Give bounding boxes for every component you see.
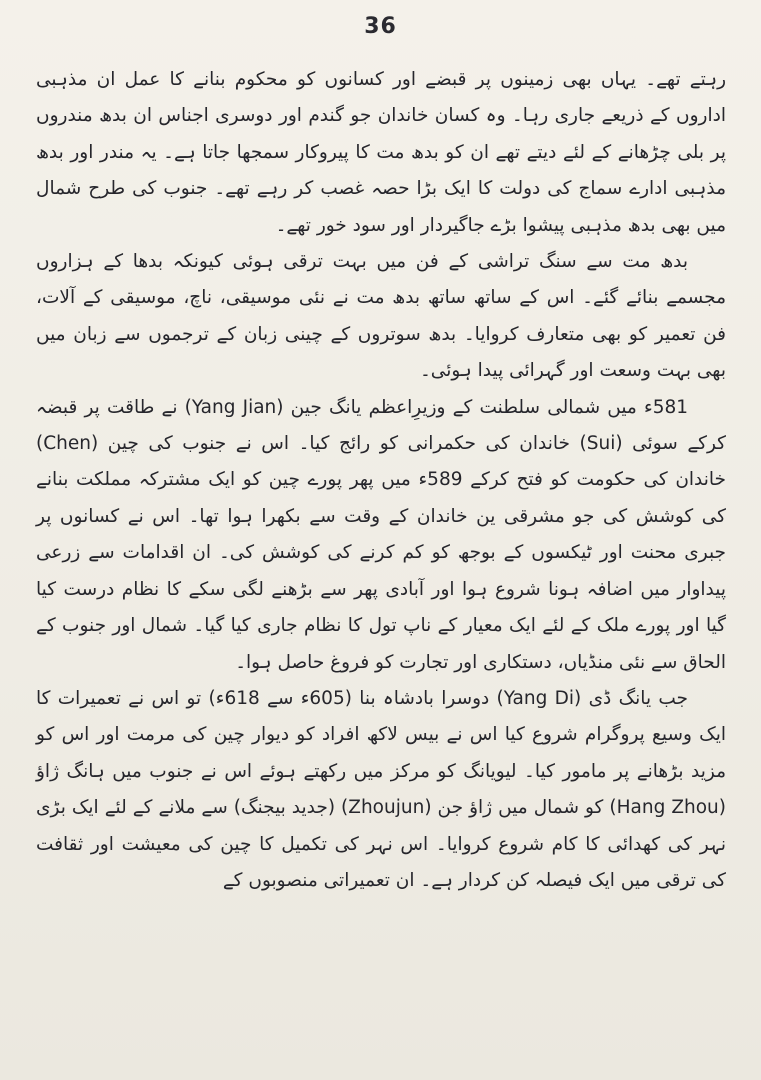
paragraph-2: بدھ مت سے سنگ تراشی کے فن میں بہت ترقی ہوئی کیونکہ بدھا کے ہزاروں مجسمے بنائے گئے۔ اس کے ساتھ ساتھ بدھ مت نے نئی موسیقی، ناچ، موسیقی کے آلات، فن تعمیر کو بھی متعارف کروایا۔ بدھ سوتروں کے چینی زبان کے ترجموں سے زبان میں بھی بہت وسعت اور گہرائی پیدا ہوئی۔	[36, 251, 726, 382]
page-number: 36	[364, 14, 397, 39]
paragraph-1: رہتے تھے۔ یہاں بھی زمینوں پر قبضے اور کسانوں کو محکوم بنانے کا عمل ان مذہبی اداروں کے ذریعے جاری رہا۔ وہ کسان خاندان جو گندم اور دوسری اجناس ان بدھ مندروں پر بلی چڑھانے کے لئے دیتے تھے ان کو بدھ مت کا پیروکار سمجھا جاتا ہے۔ یہ مندر اور بدھ مذہبی ادارے سماج کی دولت کا ایک بڑا حصہ غصب کر رہے تھے۔ جنوب کی طرح شمال میں بھی بدھ مذہبی پیشوا بڑے جاگیردار اور سود خور تھے۔	[36, 69, 726, 236]
page-body-text	[36, 62, 726, 899]
paragraph-4: جب یانگ ڈی (Yang Di) دوسرا بادشاہ بنا (605ء سے 618ء) تو اس نے تعمیرات کا ایک وسیع پروگرام شروع کیا اس نے بیس لاکھ افراد کو دیوار چین کی مرمت اور اس کو مزید بڑھانے پر مامور کیا۔ لیویانگ کو مرکز میں رکھتے ہوئے اس نے جنوب میں ہانگ ژاؤ (Hang Zhou) کو شمال میں ژاؤ جن (Zhoujun) (جدید بیجنگ) سے ملانے کے لئے ایک بڑی نہر کی کھدائی کا کام شروع کروایا۔ اس نہر کی تکمیل کا چین کی معیشت اور ثقافت کی ترقی میں ایک فیصلہ کن کردار ہے۔ ان تعمیراتی منصوبوں کے	[36, 687, 727, 891]
paragraph-3: 581ء میں شمالی سلطنت کے وزیرِاعظم یانگ جین (Yang Jian) نے طاقت پر قبضہ کرکے سوئی (Sui) خاندان کی حکمرانی کو رائج کیا۔ اس نے جنوب کی چین (Chen) خاندان کی حکومت کو فتح کرکے 589ء میں پھر پورے چین کو ایک مشترکہ مملکت بنانے کی کوشش کی جو مشرقی ین خاندان کے وقت سے بکھرا ہوا تھا۔ اس نے کسانوں پر جبری محنت اور ٹیکسوں کے بوجھ کو کم کرنے کی کوشش کی۔ ان اقدامات سے زرعی پیداوار میں اضافہ ہونا شروع ہوا اور آبادی پھر سے بڑھنے لگی سکے کا نظام درست کیا گیا اور پورے ملک کے لئے ایک معیار کے ناپ تول کا نظام جاری کیا گیا۔ شمال اور جنوب کے الحاق سے نئی منڈیاں، دستکاری اور تجارت کو فروغ حاصل ہوا۔	[36, 396, 726, 673]
